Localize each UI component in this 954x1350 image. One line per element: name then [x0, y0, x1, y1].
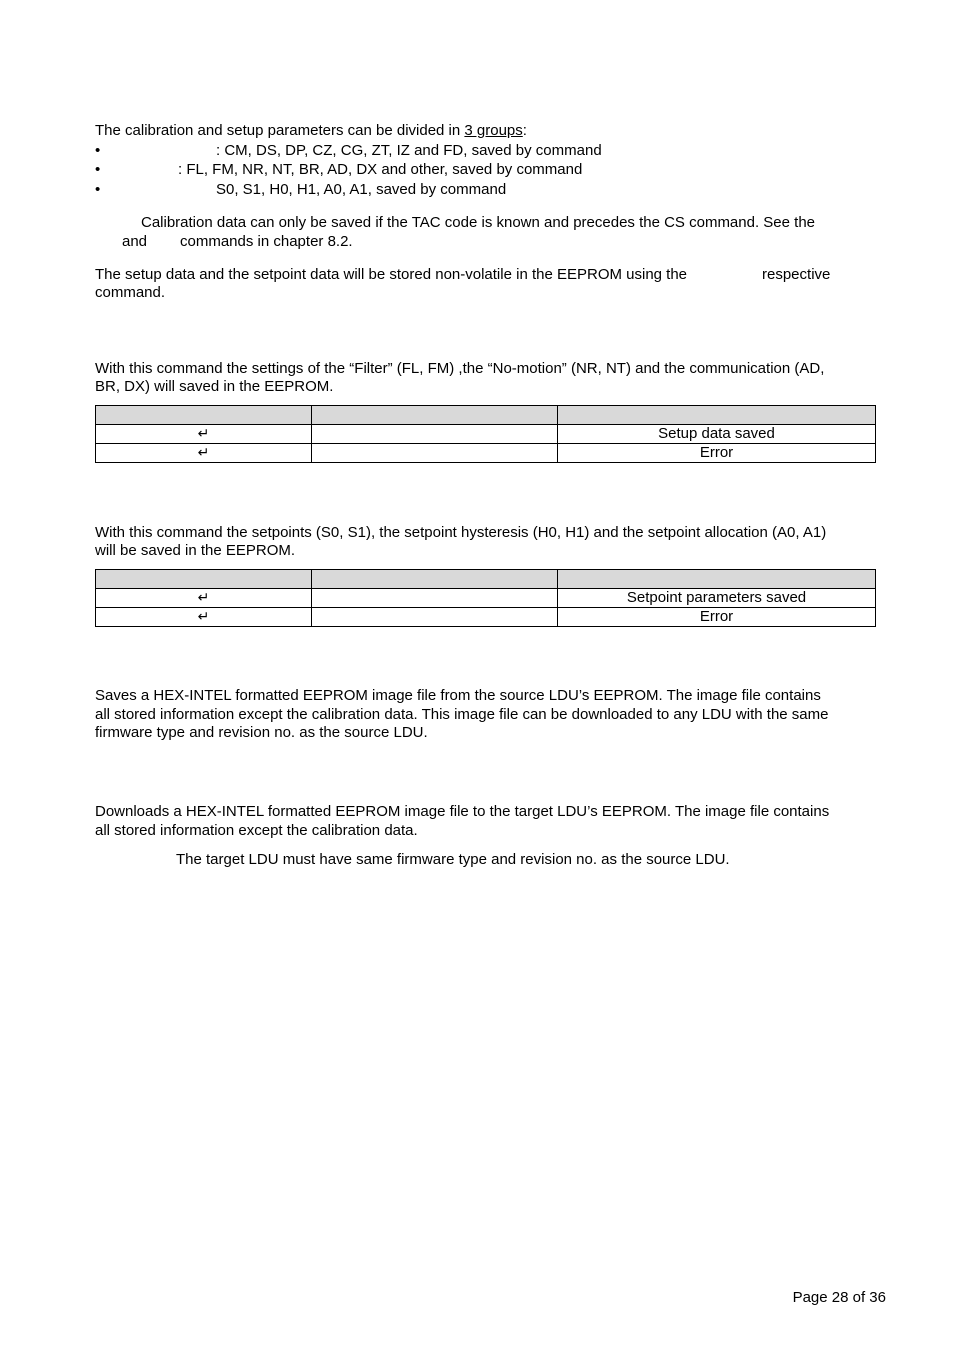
intro-paragraph [95, 122, 527, 140]
return-arrow-icon: ↵ [197, 590, 210, 606]
bullet-dot: • [95, 181, 101, 198]
command-cell [96, 425, 312, 444]
download-image-line2: all stored information except the calibration data. [95, 822, 418, 839]
header-cell [96, 570, 312, 589]
header-cell [312, 570, 558, 589]
return-arrow-icon: ↵ [197, 609, 210, 625]
ws-description-line2: BR, DX) will saved in the EEPROM. [95, 378, 334, 395]
list-item-setpoint: S0, S1, H0, H1, A0, A1, saved by command [216, 181, 507, 198]
table-row [96, 425, 876, 444]
header-cell [96, 406, 312, 425]
response-cell: Error [558, 608, 876, 627]
header-cell [558, 406, 876, 425]
table-row [96, 608, 876, 627]
return-arrow-icon: ↵ [197, 445, 210, 461]
response-cell: Setup data saved [558, 425, 876, 444]
command-cell [96, 444, 312, 463]
list-item-setup: : FL, FM, NR, NT, BR, AD, DX and other, saved by command [178, 161, 583, 178]
answer-cell [312, 589, 558, 608]
table-header-row [96, 570, 876, 589]
command-cell [96, 608, 312, 627]
download-image-line1: Downloads a HEX-INTEL formatted EEPROM image file to the target LDU’s EEPROM. The image file contains [95, 803, 830, 820]
return-arrow-icon: ↵ [197, 426, 210, 442]
table-row [96, 589, 876, 608]
save-image-line2: all stored information except the calibration data. This image file can be downloaded to any LDU with the same [95, 706, 829, 723]
setup-paragraph-line1: The setup data and the setpoint data will be stored non-volatile in the EEPROM using the [95, 266, 688, 283]
command-cell [96, 589, 312, 608]
calibration-note-and: and [122, 233, 148, 250]
header-cell [558, 570, 876, 589]
bullet-dot: • [95, 142, 101, 159]
save-image-line1: Saves a HEX-INTEL formatted EEPROM image file from the source LDU’s EEPROM. The image file contains [95, 687, 821, 704]
sp-command-table [95, 569, 876, 627]
groups-link[interactable]: 3 groups [464, 122, 523, 139]
sp-description-line2: will be saved in the EEPROM. [95, 542, 296, 559]
header-cell [312, 406, 558, 425]
calibration-note-line1: Calibration data can only be saved if the TAC code is known and precedes the CS command. See the [141, 214, 816, 231]
answer-cell [312, 608, 558, 627]
save-image-line3: firmware type and revision no. as the source LDU. [95, 724, 428, 741]
setup-paragraph-respective: respective [762, 266, 831, 283]
table-row [96, 444, 876, 463]
response-cell: Setpoint parameters saved [558, 589, 876, 608]
ws-description-line1: With this command the settings of the “Filter” (FL, FM) ,the “No-motion” (NR, NT) and the communication (AD, [95, 360, 825, 377]
ws-command-table [95, 405, 876, 463]
download-image-note: The target LDU must have same firmware type and revision no. as the source LDU. [176, 851, 730, 868]
table-header-row [96, 406, 876, 425]
intro-colon: : [522, 122, 527, 139]
bullet-dot: • [95, 161, 101, 178]
response-cell: Error [558, 444, 876, 463]
calibration-note-line2: commands in chapter 8.2. [180, 233, 353, 250]
answer-cell [312, 444, 558, 463]
sp-description-line1: With this command the setpoints (S0, S1), the setpoint hysteresis (H0, H1) and the setpoint allocation (A0, A1) [95, 524, 827, 541]
intro-text: The calibration and setup parameters can be divided in [95, 122, 465, 139]
list-item-calibration: : CM, DS, DP, CZ, CG, ZT, IZ and FD, saved by command [216, 142, 602, 159]
answer-cell [312, 425, 558, 444]
page-number: Page 28 of 36 [792, 1289, 886, 1306]
setup-paragraph-line2: command. [95, 284, 166, 301]
